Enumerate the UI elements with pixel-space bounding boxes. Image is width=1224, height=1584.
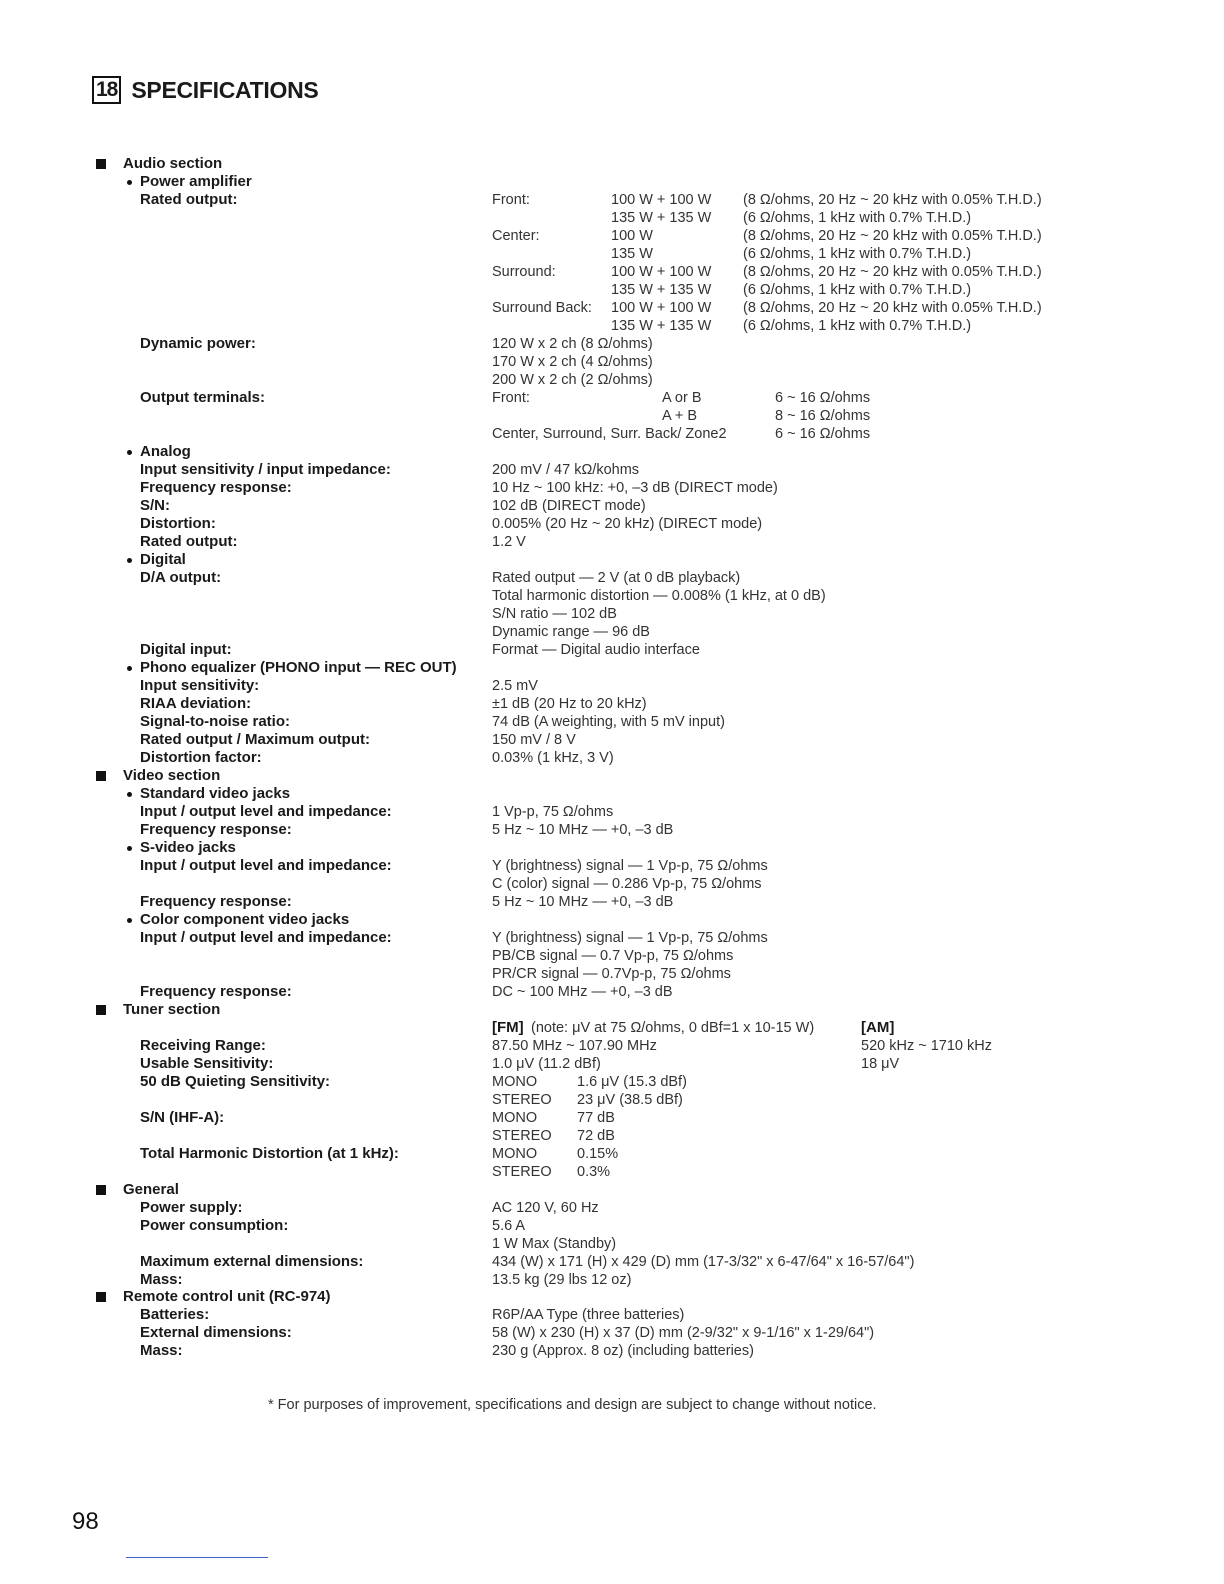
value-phono-rated: 150 mV / 8 V: [492, 732, 576, 748]
value-mass: 13.5 kg (29 lbs 12 oz): [492, 1272, 632, 1288]
value-thd-mono: 0.15%: [577, 1146, 619, 1162]
value-rated-center-cond2: (6 Ω/ohms, 1 kHz with 0.7% T.H.D.): [743, 246, 972, 262]
square-bullet-icon: [96, 771, 106, 781]
quieting-mono-label: MONO: [492, 1074, 538, 1090]
value-svideo-y: Y (brightness) signal — 1 Vp-p, 75 Ω/ohms: [492, 858, 768, 874]
subheading-analog: Analog: [140, 443, 191, 460]
subheading-svideo: S-video jacks: [140, 839, 236, 856]
fm-note: (note: μV at 75 Ω/ohms, 0 dBf=1 x 10-15 W): [531, 1020, 815, 1036]
value-max-dimensions: 434 (W) x 171 (H) x 429 (D) mm (17-3/32" x 6-47/64" x 16-57/64"): [492, 1254, 915, 1270]
value-analog-sn: 102 dB (DIRECT mode): [492, 498, 646, 514]
label-max-dimensions: Maximum external dimensions:: [140, 1253, 364, 1270]
value-remote-dimensions: 58 (W) x 230 (H) x 37 (D) mm (2-9/32" x 9-1/16" x 1-29/64"): [492, 1325, 875, 1341]
value-rated-surround-label: Surround:: [492, 264, 556, 280]
label-io-level-component: Input / output level and impedance:: [140, 929, 392, 946]
value-rated-front-cond: (8 Ω/ohms, 20 Hz ~ 20 kHz with 0.05% T.H.D.): [743, 192, 1042, 208]
value-da-2: Total harmonic distortion — 0.008% (1 kHz, at 0 dB): [492, 588, 826, 604]
value-sn-stereo: 72 dB: [577, 1128, 615, 1144]
footnote: * For purposes of improvement, specifications and design are subject to change without notice.: [268, 1397, 877, 1413]
value-component-pb: PB/CB signal — 0.7 Vp-p, 75 Ω/ohms: [492, 948, 734, 964]
value-da-1: Rated output — 2 V (at 0 dB playback): [492, 570, 741, 586]
label-digital-input: Digital input:: [140, 641, 232, 658]
section-heading-video: Video section: [123, 767, 221, 784]
value-rated-front-w: 100 W + 100 W: [611, 192, 712, 208]
section-heading-tuner: Tuner section: [123, 1001, 221, 1018]
am-heading: [AM]: [861, 1019, 895, 1036]
value-digital-input: Format — Digital audio interface: [492, 642, 700, 658]
label-da-output: D/A output:: [140, 569, 222, 586]
thd-mono-label: MONO: [492, 1146, 538, 1162]
round-bullet-icon: [127, 450, 132, 455]
value-batteries: R6P/AA Type (three batteries): [492, 1307, 685, 1323]
value-rated-surround-cond2: (6 Ω/ohms, 1 kHz with 0.7% T.H.D.): [743, 282, 972, 298]
label-output-terminals: Output terminals:: [140, 389, 266, 406]
value-fm-usable: 1.0 μV (11.2 dBf): [492, 1056, 601, 1072]
value-rated-surround-w: 100 W + 100 W: [611, 264, 712, 280]
subheading-digital: Digital: [140, 551, 186, 568]
label-thd: Total Harmonic Distortion (at 1 kHz):: [140, 1145, 399, 1162]
label-io-level-svideo: Input / output level and impedance:: [140, 857, 392, 874]
value-rated-center-cond: (8 Ω/ohms, 20 Hz ~ 20 kHz with 0.05% T.H.D.): [743, 228, 1042, 244]
label-distortion: Distortion:: [140, 515, 216, 532]
value-phono-distortion: 0.03% (1 kHz, 3 V): [492, 750, 614, 766]
value-da-4: Dynamic range — 96 dB: [492, 624, 650, 640]
subheading-power-amplifier: Power amplifier: [140, 173, 252, 190]
value-ot-a-plus-b: A + B: [662, 408, 698, 424]
value-rated-sback-w2: 135 W + 135 W: [611, 318, 712, 334]
label-batteries: Batteries:: [140, 1306, 210, 1323]
value-am-usable: 18 μV: [861, 1056, 900, 1072]
sn-mono-label: MONO: [492, 1110, 538, 1126]
label-riaa-deviation: RIAA deviation:: [140, 695, 252, 712]
value-sn-mono: 77 dB: [577, 1110, 615, 1126]
value-rated-surround-cond: (8 Ω/ohms, 20 Hz ~ 20 kHz with 0.05% T.H.D.): [743, 264, 1042, 280]
value-quieting-stereo: 23 μV (38.5 dBf): [577, 1092, 683, 1108]
round-bullet-icon: [127, 846, 132, 851]
value-dynamic-power-2: 170 W x 2 ch (4 Ω/ohms): [492, 354, 653, 370]
value-phono-riaa: ±1 dB (20 Hz to 20 kHz): [492, 696, 647, 712]
round-bullet-icon: [127, 180, 132, 185]
round-bullet-icon: [127, 558, 132, 563]
value-phono-snr: 74 dB (A weighting, with 5 mV input): [492, 714, 725, 730]
round-bullet-icon: [127, 792, 132, 797]
square-bullet-icon: [96, 1005, 106, 1015]
subheading-standard-video: Standard video jacks: [140, 785, 291, 802]
value-standard-freq: 5 Hz ~ 10 MHz — +0, –3 dB: [492, 822, 674, 838]
label-frequency-response: Frequency response:: [140, 479, 292, 496]
value-svideo-freq: 5 Hz ~ 10 MHz — +0, –3 dB: [492, 894, 674, 910]
square-bullet-icon: [96, 159, 106, 169]
value-rated-surround-w2: 135 W + 135 W: [611, 282, 712, 298]
value-analog-input: 200 mV / 47 kΩ/kohms: [492, 462, 640, 478]
value-fm-range: 87.50 MHz ~ 107.90 MHz: [492, 1038, 657, 1054]
quieting-stereo-label: STEREO: [492, 1092, 552, 1108]
label-distortion-factor: Distortion factor:: [140, 749, 262, 766]
page-title: SPECIFICATIONS: [131, 76, 319, 103]
label-snr: Signal-to-noise ratio:: [140, 713, 290, 730]
value-analog-distortion: 0.005% (20 Hz ~ 20 kHz) (DIRECT mode): [492, 516, 763, 532]
round-bullet-icon: [127, 918, 132, 923]
value-phono-sensitivity: 2.5 mV: [492, 678, 538, 694]
value-analog-rated: 1.2 V: [492, 534, 526, 550]
value-dynamic-power-1: 120 W x 2 ch (8 Ω/ohms): [492, 336, 653, 352]
section-header: [92, 74, 318, 106]
subheading-component-video: Color component video jacks: [140, 911, 350, 928]
label-frequency-response-component: Frequency response:: [140, 983, 292, 1000]
value-power-supply: AC 120 V, 60 Hz: [492, 1200, 599, 1216]
value-power-consumption-1: 5.6 A: [492, 1218, 526, 1234]
section-heading-remote: Remote control unit (RC-974): [123, 1288, 331, 1305]
value-ot-imp-1: 6 ~ 16 Ω/ohms: [775, 390, 871, 406]
value-ot-a-or-b: A or B: [662, 390, 702, 406]
value-remote-mass: 230 g (Approx. 8 oz) (including batteries): [492, 1343, 754, 1359]
label-input-sensitivity: Input sensitivity:: [140, 677, 260, 694]
square-bullet-icon: [96, 1185, 106, 1195]
label-rated-max-output: Rated output / Maximum output:: [140, 731, 370, 748]
value-analog-freq: 10 Hz ~ 100 kHz: +0, –3 dB (DIRECT mode): [492, 480, 778, 496]
label-usable-sensitivity: Usable Sensitivity:: [140, 1055, 274, 1072]
label-power-supply: Power supply:: [140, 1199, 243, 1216]
label-frequency-response-standard: Frequency response:: [140, 821, 292, 838]
square-bullet-icon: [96, 1292, 106, 1302]
value-component-freq: DC ~ 100 MHz — +0, –3 dB: [492, 984, 673, 1000]
value-ot-imp-3: 6 ~ 16 Ω/ohms: [775, 426, 871, 442]
value-rated-front-cond2: (6 Ω/ohms, 1 kHz with 0.7% T.H.D.): [743, 210, 972, 226]
label-frequency-response-svideo: Frequency response:: [140, 893, 292, 910]
footer-divider: [126, 1557, 268, 1558]
value-component-pr: PR/CR signal — 0.7Vp-p, 75 Ω/ohms: [492, 966, 731, 982]
fm-heading: [FM]: [492, 1019, 524, 1036]
label-rated-output-analog: Rated output:: [140, 533, 238, 550]
value-quieting-mono: 1.6 μV (15.3 dBf): [577, 1074, 687, 1090]
value-ot-imp-2: 8 ~ 16 Ω/ohms: [775, 408, 871, 424]
label-sn-ihf: S/N (IHF-A):: [140, 1109, 225, 1126]
value-rated-center-w: 100 W: [611, 228, 653, 244]
round-bullet-icon: [127, 666, 132, 671]
label-io-level-standard: Input / output level and impedance:: [140, 803, 392, 820]
value-rated-sback-w: 100 W + 100 W: [611, 300, 712, 316]
thd-stereo-label: STEREO: [492, 1164, 552, 1180]
label-quieting-sensitivity: 50 dB Quieting Sensitivity:: [140, 1073, 331, 1090]
value-rated-center-w2: 135 W: [611, 246, 653, 262]
value-rated-sback-label: Surround Back:: [492, 300, 592, 316]
value-rated-front-w2: 135 W + 135 W: [611, 210, 712, 226]
value-rated-sback-cond: (8 Ω/ohms, 20 Hz ~ 20 kHz with 0.05% T.H.D.): [743, 300, 1042, 316]
value-da-3: S/N ratio — 102 dB: [492, 606, 617, 622]
sn-stereo-label: STEREO: [492, 1128, 552, 1144]
value-am-range: 520 kHz ~ 1710 kHz: [861, 1038, 992, 1054]
label-mass: Mass:: [140, 1271, 183, 1288]
value-rated-center-label: Center:: [492, 228, 540, 244]
value-component-y: Y (brightness) signal — 1 Vp-p, 75 Ω/ohms: [492, 930, 768, 946]
section-heading-general: General: [123, 1181, 179, 1198]
value-ot-center: Center, Surround, Surr. Back/ Zone2: [492, 426, 727, 442]
label-rated-output: Rated output:: [140, 191, 238, 208]
label-power-consumption: Power consumption:: [140, 1217, 289, 1234]
value-thd-stereo: 0.3%: [577, 1164, 611, 1180]
label-receiving-range: Receiving Range:: [140, 1037, 266, 1054]
value-rated-sback-cond2: (6 Ω/ohms, 1 kHz with 0.7% T.H.D.): [743, 318, 972, 334]
section-heading-audio: Audio section: [123, 155, 223, 172]
label-external-dimensions: External dimensions:: [140, 1324, 292, 1341]
page-number: 98: [72, 1508, 99, 1535]
label-dynamic-power: Dynamic power:: [140, 335, 256, 352]
value-svideo-c: C (color) signal — 0.286 Vp-p, 75 Ω/ohms: [492, 876, 762, 892]
value-standard-io: 1 Vp-p, 75 Ω/ohms: [492, 804, 614, 820]
section-number-box: 18: [92, 76, 121, 104]
label-input-sensitivity-impedance: Input sensitivity / input impedance:: [140, 461, 391, 478]
label-mass-remote: Mass:: [140, 1342, 183, 1359]
value-ot-front-label: Front:: [492, 390, 530, 406]
value-rated-front-label: Front:: [492, 192, 530, 208]
label-sn: S/N:: [140, 497, 170, 514]
subheading-phono-equalizer: Phono equalizer (PHONO input — REC OUT): [140, 659, 457, 676]
value-power-consumption-2: 1 W Max (Standby): [492, 1236, 617, 1252]
value-dynamic-power-3: 200 W x 2 ch (2 Ω/ohms): [492, 372, 653, 388]
